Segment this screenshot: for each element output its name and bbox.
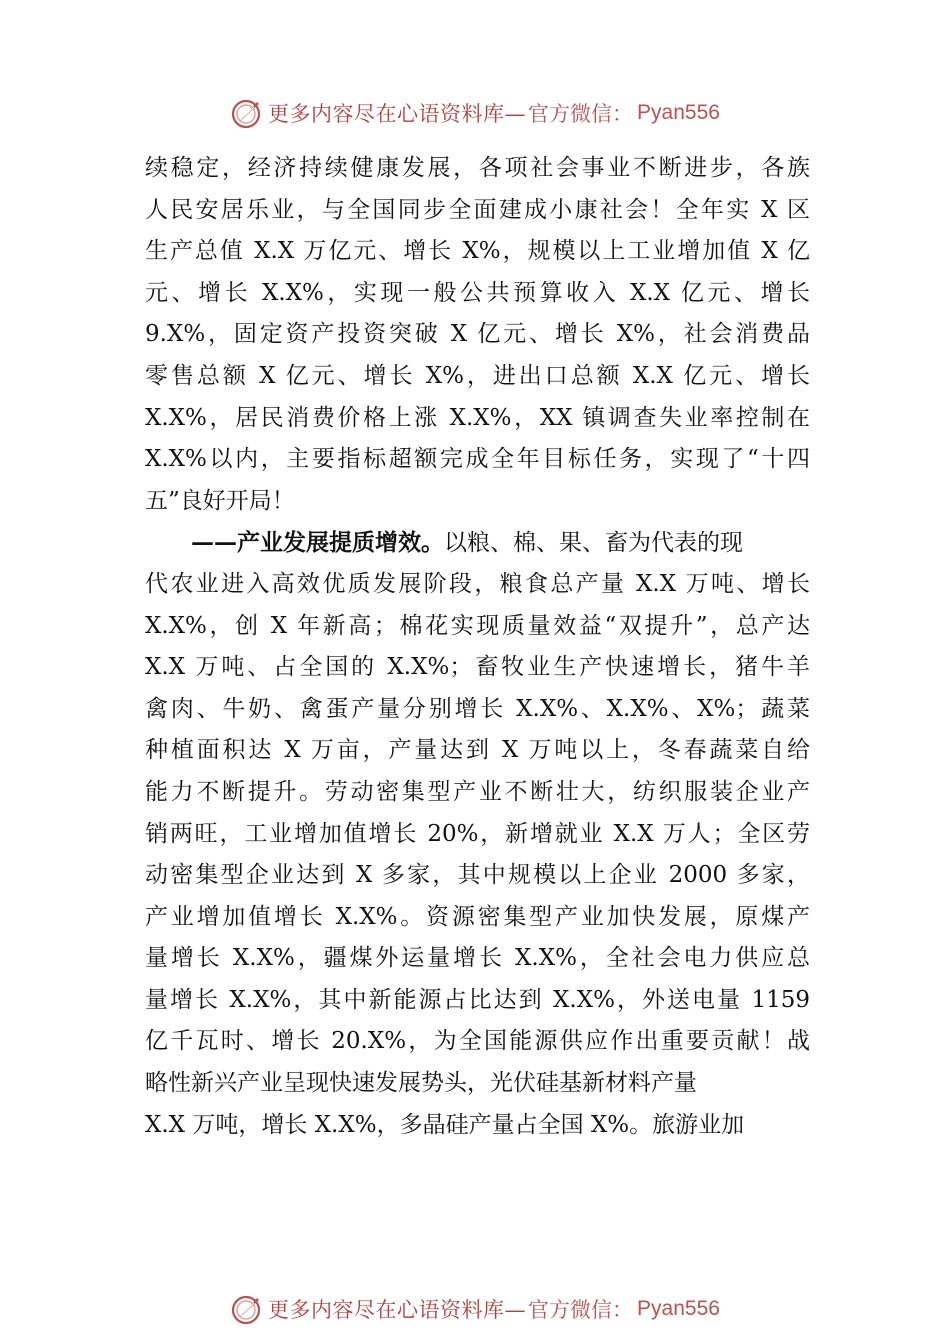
text-line: 略性新兴产业呈现快速发展势头，光伏硅基新材料产量 (145, 1070, 697, 1097)
text-line: 量增长 X.X%，疆煤外运量增长 X.X%，全社会电力供应总 (145, 945, 810, 972)
paragraph-1 (145, 148, 810, 522)
header-banner (0, 93, 950, 133)
banner-contact-label: 官方微信： (528, 102, 634, 126)
text-line: 元、增长 X.X%，实现一般公共预算收入 X.X 亿元、增长 (145, 279, 810, 306)
text-line-first (145, 522, 810, 564)
banner-contact-label: 官方微信： (528, 1298, 634, 1322)
text-line: X.X%以内，主要指标超额完成全年目标任务，实现了“十四 (145, 446, 810, 473)
paragraph-2 (145, 522, 810, 1146)
text-line: 销两旺，工业增加值增长 20%，新增就业 X.X 万人；全区劳 (145, 820, 810, 847)
text-line: 亿千瓦时、增长 20.X%，为全国能源供应作出重要贡献！战 (145, 1028, 810, 1055)
feather-pen-logo-icon (230, 96, 264, 130)
text-line: 禽肉、牛奶、禽蛋产量分别增长 X.X%、X.X%、X%；蔬菜 (145, 695, 810, 722)
text-line: X.X 万吨，增长 X.X%，多晶硅产量占全国 X%。旅游业加 (145, 1111, 745, 1138)
text-line: 代农业进入高效优质发展阶段，粮食总产量 X.X 万吨、增长 (145, 570, 810, 597)
text-line: 动密集型企业达到 X 多家，其中规模以上企业 2000 多家， (145, 862, 810, 889)
text-line: X.X 万吨、占全国的 X.X%；畜牧业生产快速增长，猪牛羊 (145, 654, 810, 681)
text-run: 以粮、棉、果、畜为代表的现 (444, 530, 743, 557)
text-line: 人民安居乐业，与全国同步全面建成小康社会！全年实 X 区 (145, 196, 810, 223)
text-line: 量增长 X.X%，其中新能源占比达到 X.X%，外送电量 1159 (145, 986, 810, 1013)
section-heading: ——产业发展提质增效。 (191, 529, 444, 557)
text-line: 零售总额 X 亿元、增长 X%，进出口总额 X.X 亿元、增长 (145, 362, 810, 389)
banner-wechat-id: Pyan556 (637, 1297, 720, 1320)
text-line: X.X%，创 X 年新高；棉花实现质量效益“双提升”，总产达 (145, 612, 810, 639)
banner-wechat-id: Pyan556 (637, 101, 720, 124)
text-line: 种植面积达 X 万亩，产量达到 X 万吨以上，冬春蔬菜自给 (145, 737, 810, 764)
banner-text: 更多内容尽在心语资料库— (268, 102, 527, 126)
document-body (145, 148, 810, 1146)
text-line: 生产总值 X.X 万亿元、增长 X%，规模以上工业增加值 X 亿 (145, 238, 810, 265)
text-line: X.X%，居民消费价格上涨 X.X%，XX 镇调查失业率控制在 (145, 404, 810, 431)
banner-text: 更多内容尽在心语资料库— (268, 1298, 527, 1322)
text-line: 五”良好开局！ (145, 487, 295, 514)
text-line: 产业增加值增长 X.X%。资源密集型产业加快发展，原煤产 (145, 903, 810, 930)
text-line: 能力不断提升。劳动密集型产业不断壮大，纺织服装企业产 (145, 778, 810, 805)
feather-pen-logo-icon (230, 1292, 264, 1326)
footer-banner (0, 1289, 950, 1329)
text-line: 9.X%，固定资产投资突破 X 亿元、增长 X%，社会消费品 (145, 321, 810, 348)
text-line: 续稳定，经济持续健康发展，各项社会事业不断进步，各族 (145, 155, 810, 181)
